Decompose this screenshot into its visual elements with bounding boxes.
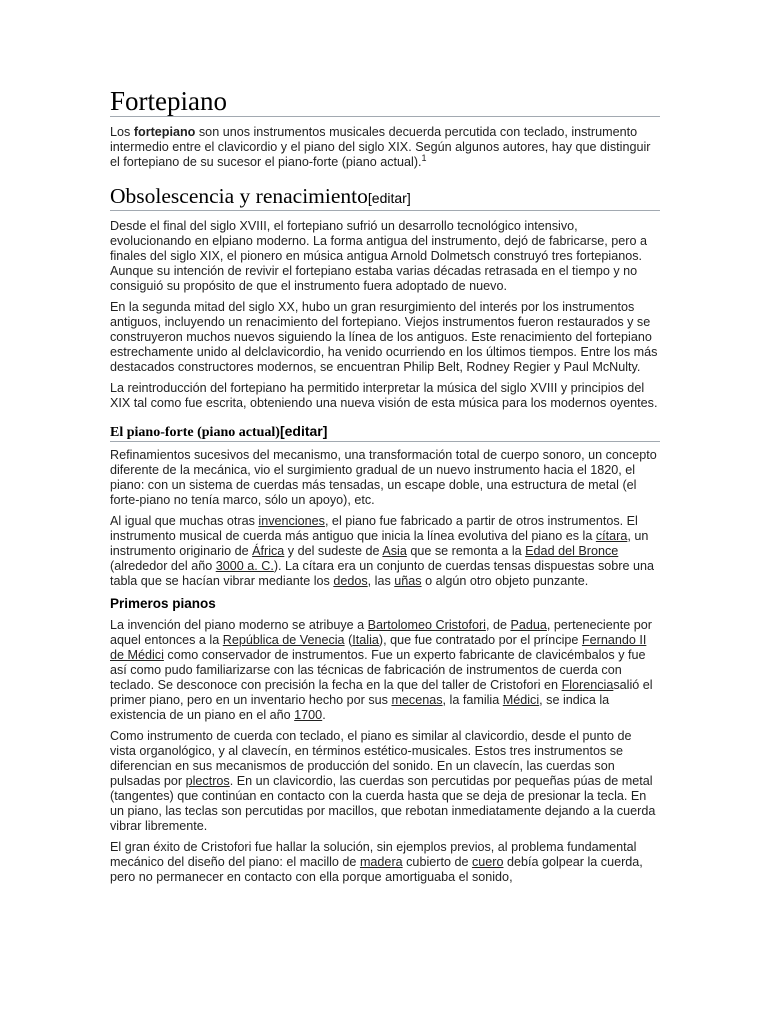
link-plectros[interactable]: plectros <box>185 774 230 788</box>
link-invenciones[interactable]: invenciones <box>258 514 325 528</box>
paragraph: Refinamientos sucesivos del mecanismo, una transformación total de cuerpo sonoro, un concepto diferente de la mecánica, vio el surgimiento gradual de un nuevo instrumento hacia el 1820, el piano: con un sistema de cuerdas más tensadas, un escape doble, una estructura de metal (el forte-piano no tenía marco, sólo un apoyo), etc. <box>110 448 657 507</box>
link-citara[interactable]: cítara <box>595 529 628 543</box>
paragraph: El gran éxito de Cristofori fue hallar la solución, sin ejemplos previos, al problema fundamental mecánico del diseño del piano: el macillo de madera cubierto de cuero debía golpear la cuerda, pero no permanecer en contacto con ella porque amortiguaba el sonido, <box>110 840 643 884</box>
section-heading-obsolescencia: Obsolescencia y renacimiento[editar] <box>110 184 660 211</box>
link-florencia[interactable]: Florencia <box>561 678 614 692</box>
link-3000-ac[interactable]: 3000 a. C. <box>215 559 274 573</box>
link-mecenas[interactable]: mecenas <box>391 693 443 707</box>
edit-link[interactable]: [editar] <box>367 190 411 206</box>
paragraph: Desde el final del siglo XVIII, el fortepiano sufrió un desarrollo tecnológico intensivo, evolucionando en elpiano moderno. La forma antigua del instrumento, dejó de fabricarse, pero a finales del siglo XIX, el pionero en música antigua Arnold Dolmetsch construyó tres fortepianos. Aunque su intención de revivir el fortepiano estaba varias décadas retrasada en el tiempo y no consiguió su propósito de que el instrumento fuera adoptado de nuevo. <box>110 219 647 293</box>
section-heading-primeros-pianos: Primeros pianos <box>110 596 216 611</box>
link-1700[interactable]: 1700 <box>294 708 323 722</box>
link-italia[interactable]: Italia <box>352 633 379 647</box>
link-bartolomeo-cristofori[interactable]: Bartolomeo Cristofori <box>367 618 486 632</box>
link-africa[interactable]: África <box>252 544 285 558</box>
link-unas[interactable]: uñas <box>394 574 422 588</box>
link-cuero[interactable]: cuero <box>471 855 504 869</box>
link-padua[interactable]: Padua <box>510 618 547 632</box>
link-republica-de-venecia[interactable]: República de Venecia <box>222 633 345 647</box>
link-madera[interactable]: madera <box>359 855 403 869</box>
link-fernando-ii-de-medici[interactable]: Fernando II de Médici <box>110 633 647 662</box>
intro-paragraph: Los fortepiano son unos instrumentos musicales decuerda percutida con teclado, instrumento intermedio entre el clavicordio y el piano del siglo XIX. Según algunos autores, hay que distinguir el fortepiano de su sucesor el piano-forte (piano actual).$^1$ <box>110 125 651 169</box>
link-edad-del-bronce[interactable]: Edad del Bronce <box>525 544 619 558</box>
link-asia[interactable]: Asia <box>382 544 407 558</box>
link-medici[interactable]: Médici <box>502 693 540 707</box>
intro-bold-term: fortepiano <box>133 125 196 139</box>
paragraph: La reintroducción del fortepiano ha permitido interpretar la música del siglo XVIII y principios del XIX tal como fue escrita, obteniendo una nueva visión de esta música para los modernos oyentes. <box>110 381 658 410</box>
article <box>110 86 660 891</box>
page-title: Fortepiano <box>110 86 660 117</box>
paragraph: Como instrumento de cuerda con teclado, el piano es similar al clavicordio, desde el punto de vista organológico, y al clavecín, en términos estético-musicales. Estos tres instrumentos se diferencian en sus mecanismos de producción del sonido. En un clavecín, las cuerdas son pulsadas por plectros. En un clavicordio, las cuerdas son percutidas por pequeñas púas de metal (tangentes) que continúan en contacto con la cuerda hasta que se deja de presionar la tecla. En un piano, las teclas son percutidas por macillos, que rebotan inmediatamente dejando a la cuerda vibrar libremente. <box>110 729 656 833</box>
link-dedos[interactable]: dedos <box>333 574 368 588</box>
paragraph: Al igual que muchas otras invenciones, el piano fue fabricado a partir de otros instrumentos. El instrumento musical de cuerda más antiguo que inicia la línea evolutiva del piano es la cítara, un instrumento originario de África y del sudeste de Asia que se remonta a la Edad del Bronce (alrededor del año 3000 a. C.). La cítara era un conjunto de cuerdas tensas dispuestas sobre una tabla que se hacían vibrar mediante los dedos, las uñas o algún otro objeto punzante. <box>110 514 654 588</box>
section-heading-piano-forte: El piano-forte (piano actual)[editar] <box>110 423 660 442</box>
reference-marker[interactable]: 1 <box>421 152 427 163</box>
paragraph: En la segunda mitad del siglo XX, hubo un gran resurgimiento del interés por los instrumentos antiguos, incluyendo un renacimiento del fortepiano. Viejos instrumentos fueron restaurados y se construyeron muchos nuevos siguiendo la línea de los antiguos. Este renacimiento del fortepiano estrechamente unido al delclavicordio, ha venido ocurriendo en los últimos tiempos. Entre los más destacados constructores modernos, se encuentran Philip Belt, Rodney Regier y Paul McNulty. <box>110 300 658 374</box>
paragraph: La invención del piano moderno se atribuye a Bartolomeo Cristofori, de Padua, perteneciente por aquel entonces a la República de Venecia (Italia), que fue contratado por el príncipe Fernando II de Médici como conservador de instrumentos. Fue un experto fabricante de clavicémbalos y fue así como pudo familiarizarse con las técnicas de fabricación de instrumentos de cuerda con teclado. Se desconoce con precisión la fecha en la que del taller de Cristofori en Florenciasalió el primer piano, pero en un inventario hecho por sus mecenas, la familia Médici, se indica la existencia de un piano en el año 1700. <box>110 618 653 722</box>
edit-link[interactable]: [editar] <box>279 423 328 439</box>
